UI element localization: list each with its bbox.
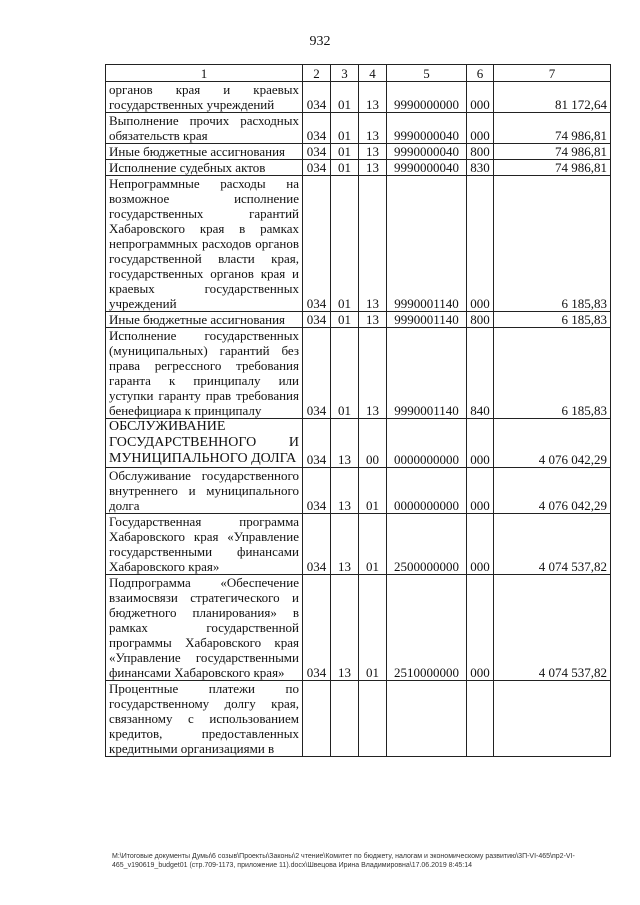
target-article-code-cell: 9990000040 [387, 160, 467, 176]
row-name-cell: Исполнение государственных (муниципальных) гарантий без права регрессного требования гаранта к принципалу или уступки гаранту прав требования бенефициара к принципалу [106, 328, 303, 419]
section-code-cell: 13 [331, 575, 359, 681]
table-row [106, 575, 611, 681]
section-code-cell: 01 [331, 144, 359, 160]
header-cell: 1 [106, 65, 303, 82]
expense-type-code-cell: 000 [467, 419, 494, 468]
amount-cell: 6 185,83 [494, 328, 611, 419]
row-name-cell: органов края и краевых государственных учреждений [106, 82, 303, 113]
admin-code-cell: 034 [303, 113, 331, 144]
admin-code-cell: 034 [303, 419, 331, 468]
admin-code-cell: 034 [303, 312, 331, 328]
subsection-code-cell: 13 [359, 113, 387, 144]
subsection-code-cell: 00 [359, 419, 387, 468]
admin-code-cell: 034 [303, 514, 331, 575]
subsection-code-cell: 01 [359, 575, 387, 681]
row-name-cell: Подпрограмма «Обеспечение взаимосвязи стратегического и бюджетного планирования» в рамках государственной программы Хабаровского края «Управление государственными финансами Хабаровского края» [106, 575, 303, 681]
expense-type-code-cell: 800 [467, 312, 494, 328]
section-code-cell: 13 [331, 419, 359, 468]
subsection-code-cell: 13 [359, 312, 387, 328]
table-row [106, 681, 611, 757]
section-code-cell: 01 [331, 328, 359, 419]
admin-code-cell: 034 [303, 468, 331, 514]
row-name-cell: Выполнение прочих расходных обязательств края [106, 113, 303, 144]
expense-type-code-cell: 000 [467, 176, 494, 312]
section-code-cell: 01 [331, 160, 359, 176]
header-cell: 5 [387, 65, 467, 82]
section-code-cell: 01 [331, 82, 359, 113]
header-cell: 6 [467, 65, 494, 82]
amount-cell: 4 074 537,82 [494, 514, 611, 575]
table-row [106, 144, 611, 160]
row-name-cell: Исполнение судебных актов [106, 160, 303, 176]
expense-type-code-cell: 000 [467, 514, 494, 575]
amount-cell: 4 074 537,82 [494, 575, 611, 681]
subsection-code-cell [359, 681, 387, 757]
row-name-cell: Государственная программа Хабаровского края «Управление государственными финансами Хабаровского края» [106, 514, 303, 575]
header-cell: 2 [303, 65, 331, 82]
subsection-code-cell: 13 [359, 82, 387, 113]
expense-type-code-cell: 830 [467, 160, 494, 176]
amount-cell: 74 986,81 [494, 144, 611, 160]
admin-code-cell: 034 [303, 82, 331, 113]
target-article-code-cell: 0000000000 [387, 419, 467, 468]
admin-code-cell: 034 [303, 328, 331, 419]
table-row [106, 468, 611, 514]
admin-code-cell: 034 [303, 160, 331, 176]
table-row [106, 176, 611, 312]
table-body [106, 82, 611, 757]
expense-type-code-cell: 000 [467, 468, 494, 514]
admin-code-cell: 034 [303, 176, 331, 312]
amount-cell [494, 681, 611, 757]
target-article-code-cell: 2510000000 [387, 575, 467, 681]
row-name-cell: Процентные платежи по государственному долгу края, связанному с использованием кредитов, предоставленных кредитными организациями в [106, 681, 303, 757]
header-cell: 7 [494, 65, 611, 82]
table-row [106, 328, 611, 419]
header-row [106, 65, 611, 82]
subsection-code-cell: 01 [359, 468, 387, 514]
row-name-cell: Обслуживание государственного внутреннего и муниципального долга [106, 468, 303, 514]
subsection-code-cell: 13 [359, 176, 387, 312]
header-cell: 3 [331, 65, 359, 82]
target-article-code-cell: 9990000040 [387, 113, 467, 144]
amount-cell: 6 185,83 [494, 312, 611, 328]
target-article-code-cell: 9990001140 [387, 328, 467, 419]
admin-code-cell: 034 [303, 575, 331, 681]
budget-table [105, 64, 611, 757]
admin-code-cell [303, 681, 331, 757]
admin-code-cell: 034 [303, 144, 331, 160]
amount-cell: 81 172,64 [494, 82, 611, 113]
subsection-code-cell: 01 [359, 514, 387, 575]
amount-cell: 6 185,83 [494, 176, 611, 312]
table-row [106, 113, 611, 144]
target-article-code-cell: 2500000000 [387, 514, 467, 575]
section-code-cell: 13 [331, 514, 359, 575]
table-row [106, 419, 611, 468]
expense-type-code-cell: 000 [467, 113, 494, 144]
amount-cell: 4 076 042,29 [494, 419, 611, 468]
expense-type-code-cell: 840 [467, 328, 494, 419]
expense-type-code-cell [467, 681, 494, 757]
subsection-code-cell: 13 [359, 328, 387, 419]
page-number: 932 [309, 34, 331, 49]
table-row [106, 160, 611, 176]
row-name-cell: Непрограммные расходы на возможное исполнение государственных гарантий Хабаровского края в рамках непрограммных расходов органов государственной власти края, государственных органов края и краевых государственных учреждений [106, 176, 303, 312]
target-article-code-cell: 0000000000 [387, 468, 467, 514]
section-code-cell: 13 [331, 468, 359, 514]
section-code-cell: 01 [331, 113, 359, 144]
file-path-footer: М:\Итоговые документы Думы\6 созыв\Проекты\Законы\2 чтение\Комитет по бюджету, налогам и экономическому развитию\3П-VI-465\пр2-VI-465_v190619_budget01 (стр.709-1173, приложение 11).docx\Швецова Ирина Владимировна\17.06.2019 8:45:14 [112, 853, 575, 869]
section-code-cell: 01 [331, 312, 359, 328]
amount-cell: 4 076 042,29 [494, 468, 611, 514]
subsection-code-cell: 13 [359, 144, 387, 160]
row-name-cell: Иные бюджетные ассигнования [106, 312, 303, 328]
target-article-code-cell: 9990001140 [387, 312, 467, 328]
section-code-cell [331, 681, 359, 757]
expense-type-code-cell: 000 [467, 82, 494, 113]
expense-type-code-cell: 800 [467, 144, 494, 160]
target-article-code-cell: 9990000040 [387, 144, 467, 160]
table-row [106, 82, 611, 113]
table-row [106, 312, 611, 328]
row-name-cell: Иные бюджетные ассигнования [106, 144, 303, 160]
amount-cell: 74 986,81 [494, 113, 611, 144]
header-cell: 4 [359, 65, 387, 82]
target-article-code-cell: 9990001140 [387, 176, 467, 312]
expense-type-code-cell: 000 [467, 575, 494, 681]
row-name-cell: ОБСЛУЖИВАНИЕ ГОСУДАРСТВЕННОГО И МУНИЦИПАЛЬНОГО ДОЛГА [106, 419, 303, 468]
target-article-code-cell: 9990000000 [387, 82, 467, 113]
section-code-cell: 01 [331, 176, 359, 312]
subsection-code-cell: 13 [359, 160, 387, 176]
table-row [106, 514, 611, 575]
amount-cell: 74 986,81 [494, 160, 611, 176]
target-article-code-cell [387, 681, 467, 757]
